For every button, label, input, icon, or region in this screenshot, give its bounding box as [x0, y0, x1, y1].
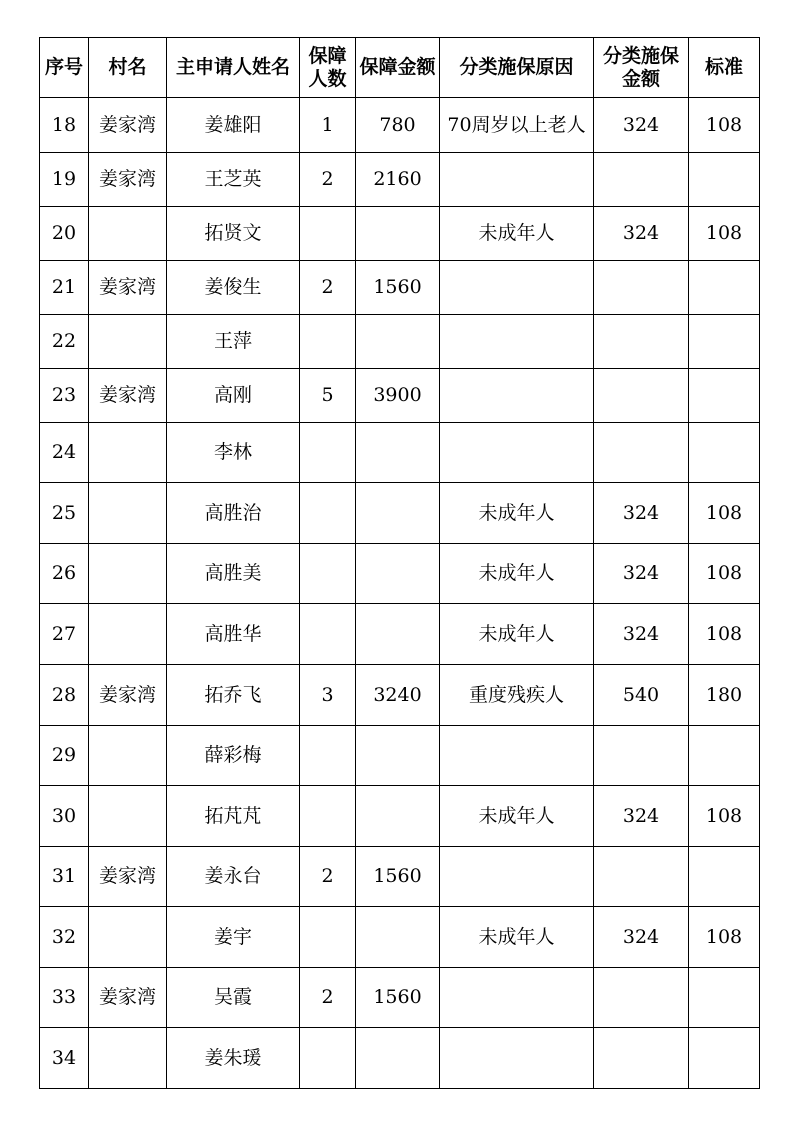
cell-amount: [356, 207, 440, 261]
cell-amount: 2160: [356, 153, 440, 207]
table-body: [40, 98, 760, 1089]
cell-applicant: 拓芃芃: [167, 786, 300, 847]
table-row: [40, 369, 760, 423]
cell-reason: [440, 847, 594, 907]
cell-standard: 180: [689, 665, 760, 726]
header-cell-village: 村名: [89, 38, 167, 98]
cell-standard: [689, 423, 760, 483]
cell-category-amount: 324: [594, 604, 689, 665]
cell-reason: [440, 968, 594, 1028]
cell-persons: [300, 1028, 356, 1089]
cell-standard: [689, 847, 760, 907]
cell-village: 姜家湾: [89, 153, 167, 207]
cell-applicant: 王萍: [167, 315, 300, 369]
cell-amount: [356, 604, 440, 665]
cell-standard: 108: [689, 544, 760, 604]
cell-standard: [689, 315, 760, 369]
cell-amount: 3240: [356, 665, 440, 726]
cell-village: 姜家湾: [89, 261, 167, 315]
cell-standard: 108: [689, 604, 760, 665]
cell-index: 31: [40, 847, 89, 907]
cell-amount: 3900: [356, 369, 440, 423]
cell-category-amount: [594, 423, 689, 483]
cell-amount: 780: [356, 98, 440, 153]
cell-village: [89, 207, 167, 261]
table-row: [40, 98, 760, 153]
cell-persons: [300, 207, 356, 261]
cell-category-amount: [594, 369, 689, 423]
cell-applicant: 姜雄阳: [167, 98, 300, 153]
cell-index: 28: [40, 665, 89, 726]
header-cell-persons: 保障人数: [300, 38, 356, 98]
header-cell-standard: 标准: [689, 38, 760, 98]
cell-standard: [689, 968, 760, 1028]
cell-index: 25: [40, 483, 89, 544]
cell-standard: [689, 369, 760, 423]
cell-persons: 2: [300, 847, 356, 907]
cell-category-amount: 324: [594, 907, 689, 968]
table-row: [40, 207, 760, 261]
header-cell-index: 序号: [40, 38, 89, 98]
cell-reason: 未成年人: [440, 207, 594, 261]
cell-index: 24: [40, 423, 89, 483]
cell-amount: [356, 1028, 440, 1089]
cell-reason: 70周岁以上老人: [440, 98, 594, 153]
cell-persons: 5: [300, 369, 356, 423]
table-row: [40, 847, 760, 907]
cell-reason: 未成年人: [440, 604, 594, 665]
cell-village: [89, 315, 167, 369]
cell-reason: 未成年人: [440, 483, 594, 544]
cell-index: 18: [40, 98, 89, 153]
cell-applicant: 王芝英: [167, 153, 300, 207]
cell-index: 21: [40, 261, 89, 315]
cell-index: 27: [40, 604, 89, 665]
cell-index: 20: [40, 207, 89, 261]
cell-applicant: 高胜美: [167, 544, 300, 604]
cell-amount: [356, 423, 440, 483]
cell-applicant: 姜朱瑗: [167, 1028, 300, 1089]
cell-reason: [440, 369, 594, 423]
cell-index: 22: [40, 315, 89, 369]
cell-persons: [300, 544, 356, 604]
cell-category-amount: 324: [594, 786, 689, 847]
cell-category-amount: [594, 1028, 689, 1089]
table-row: [40, 483, 760, 544]
cell-persons: 2: [300, 261, 356, 315]
cell-category-amount: 324: [594, 483, 689, 544]
cell-standard: 108: [689, 907, 760, 968]
cell-amount: [356, 907, 440, 968]
cell-index: 19: [40, 153, 89, 207]
cell-village: 姜家湾: [89, 968, 167, 1028]
header-cell-amount: 保障金额: [356, 38, 440, 98]
cell-category-amount: [594, 968, 689, 1028]
cell-standard: 108: [689, 483, 760, 544]
cell-category-amount: 324: [594, 98, 689, 153]
cell-village: 姜家湾: [89, 369, 167, 423]
table-row: [40, 665, 760, 726]
cell-standard: [689, 726, 760, 786]
cell-standard: [689, 261, 760, 315]
table-row: [40, 968, 760, 1028]
table-row: [40, 315, 760, 369]
cell-standard: 108: [689, 98, 760, 153]
cell-amount: [356, 544, 440, 604]
cell-village: [89, 604, 167, 665]
cell-persons: 3: [300, 665, 356, 726]
table-row: [40, 153, 760, 207]
cell-amount: 1560: [356, 847, 440, 907]
table-row: [40, 544, 760, 604]
table-row: [40, 1028, 760, 1089]
cell-applicant: 薛彩梅: [167, 726, 300, 786]
header-cell-category-amount: 分类施保金额: [594, 38, 689, 98]
cell-reason: [440, 726, 594, 786]
cell-applicant: 高胜治: [167, 483, 300, 544]
table-row: [40, 423, 760, 483]
cell-index: 30: [40, 786, 89, 847]
cell-persons: 2: [300, 153, 356, 207]
cell-reason: [440, 261, 594, 315]
cell-persons: [300, 423, 356, 483]
cell-category-amount: [594, 261, 689, 315]
cell-village: [89, 483, 167, 544]
cell-category-amount: 324: [594, 207, 689, 261]
cell-amount: 1560: [356, 968, 440, 1028]
cell-persons: 1: [300, 98, 356, 153]
cell-persons: [300, 604, 356, 665]
cell-reason: [440, 153, 594, 207]
cell-village: [89, 423, 167, 483]
cell-index: 32: [40, 907, 89, 968]
cell-persons: [300, 907, 356, 968]
cell-reason: [440, 315, 594, 369]
cell-applicant: 拓乔飞: [167, 665, 300, 726]
cell-persons: 2: [300, 968, 356, 1028]
cell-applicant: 姜永台: [167, 847, 300, 907]
cell-reason: 未成年人: [440, 544, 594, 604]
cell-village: 姜家湾: [89, 665, 167, 726]
cell-applicant: 高刚: [167, 369, 300, 423]
table-row: [40, 604, 760, 665]
cell-category-amount: [594, 726, 689, 786]
cell-village: [89, 726, 167, 786]
cell-category-amount: [594, 315, 689, 369]
cell-reason: 未成年人: [440, 907, 594, 968]
cell-village: [89, 786, 167, 847]
cell-applicant: 拓贤文: [167, 207, 300, 261]
cell-index: 34: [40, 1028, 89, 1089]
cell-reason: [440, 1028, 594, 1089]
cell-standard: [689, 1028, 760, 1089]
cell-category-amount: 540: [594, 665, 689, 726]
table-row: [40, 786, 760, 847]
cell-standard: 108: [689, 207, 760, 261]
cell-persons: [300, 315, 356, 369]
cell-standard: 108: [689, 786, 760, 847]
table-row: [40, 726, 760, 786]
cell-amount: [356, 483, 440, 544]
cell-index: 23: [40, 369, 89, 423]
cell-reason: 重度残疾人: [440, 665, 594, 726]
cell-reason: 未成年人: [440, 786, 594, 847]
table-row: [40, 907, 760, 968]
header-cell-applicant: 主申请人姓名: [167, 38, 300, 98]
cell-persons: [300, 786, 356, 847]
cell-village: [89, 1028, 167, 1089]
cell-applicant: 姜宇: [167, 907, 300, 968]
cell-village: [89, 907, 167, 968]
cell-category-amount: [594, 847, 689, 907]
cell-index: 29: [40, 726, 89, 786]
header-row: [40, 38, 760, 98]
cell-village: 姜家湾: [89, 847, 167, 907]
cell-amount: 1560: [356, 261, 440, 315]
assistance-table: [39, 37, 760, 1089]
cell-persons: [300, 726, 356, 786]
table-row: [40, 261, 760, 315]
cell-category-amount: [594, 153, 689, 207]
header-cell-reason: 分类施保原因: [440, 38, 594, 98]
cell-village: [89, 544, 167, 604]
cell-village: 姜家湾: [89, 98, 167, 153]
cell-index: 33: [40, 968, 89, 1028]
cell-applicant: 高胜华: [167, 604, 300, 665]
cell-amount: [356, 726, 440, 786]
cell-index: 26: [40, 544, 89, 604]
cell-applicant: 吴霞: [167, 968, 300, 1028]
cell-standard: [689, 153, 760, 207]
cell-applicant: 姜俊生: [167, 261, 300, 315]
cell-amount: [356, 786, 440, 847]
cell-reason: [440, 423, 594, 483]
cell-applicant: 李林: [167, 423, 300, 483]
cell-amount: [356, 315, 440, 369]
cell-persons: [300, 483, 356, 544]
cell-category-amount: 324: [594, 544, 689, 604]
